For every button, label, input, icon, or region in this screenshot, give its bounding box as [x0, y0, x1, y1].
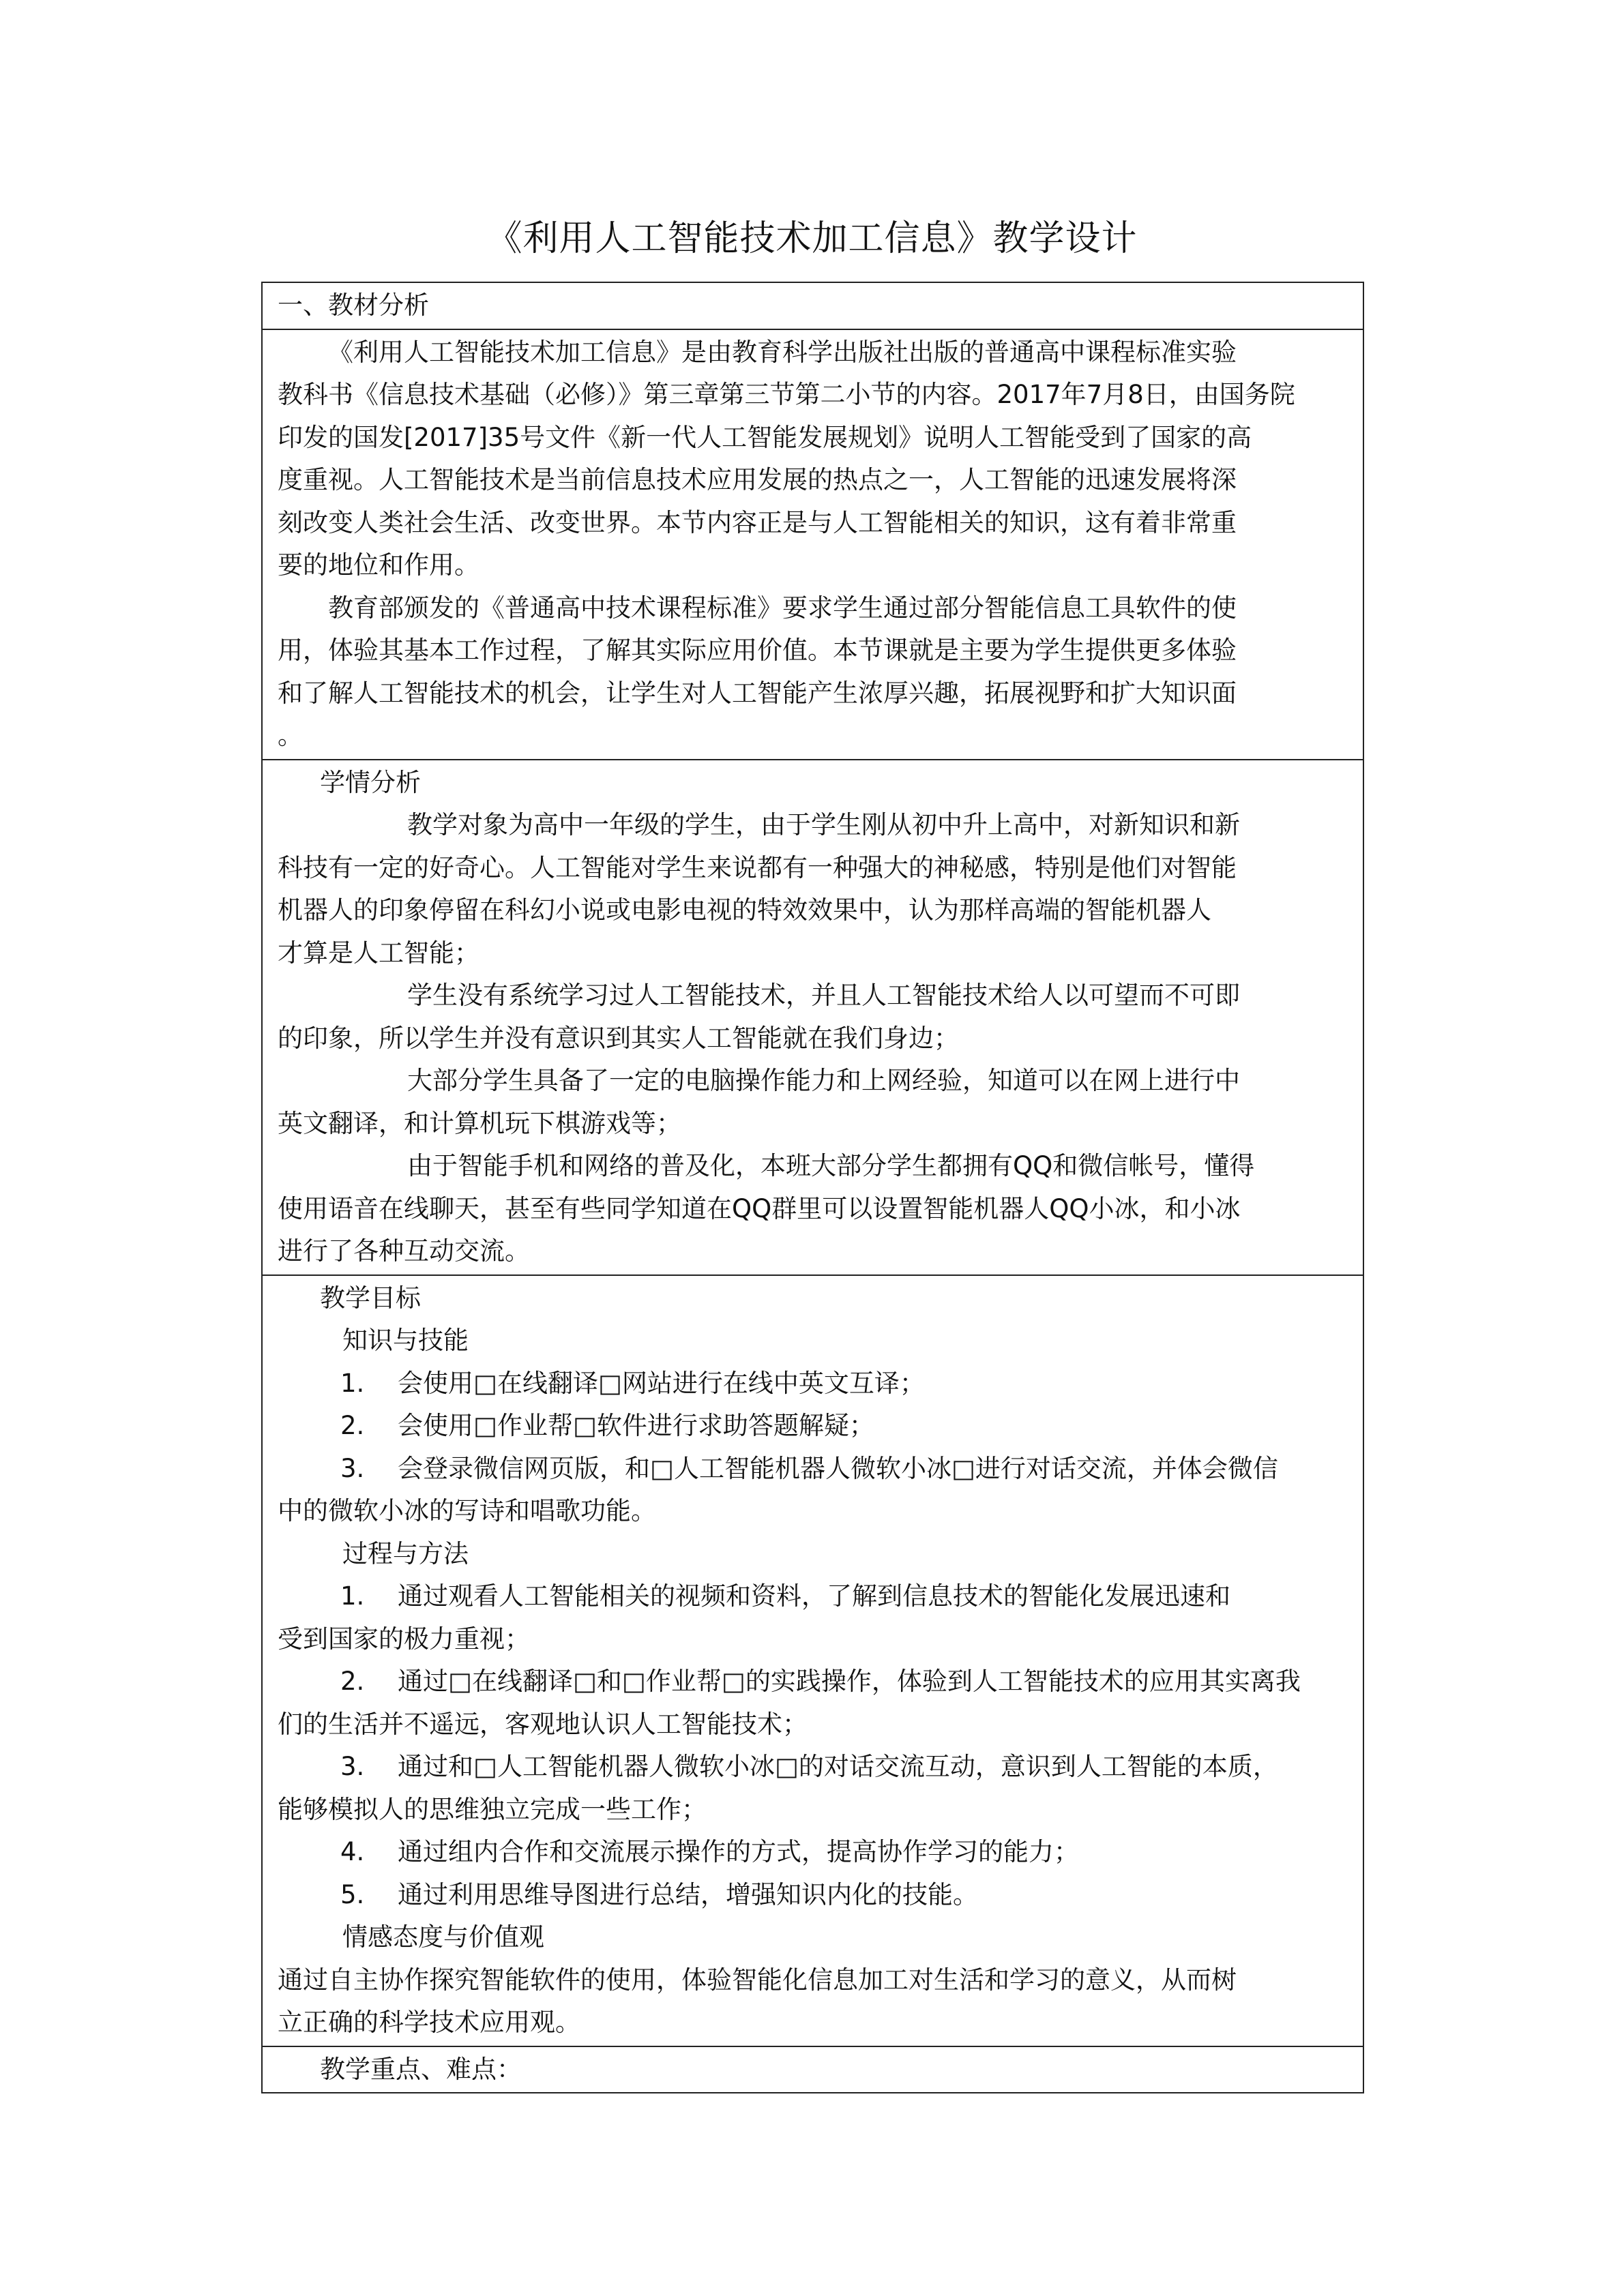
- paragraph-line: 机器人的印象停留在科幻小说或电影电视的特效效果中，认为那样高端的智能机器人: [278, 895, 1211, 925]
- list-number: 2.: [340, 1667, 365, 1696]
- paragraph-line: 大部分学生具备了一定的电脑操作能力和上网经验，知道可以在网上进行中: [407, 1066, 1240, 1095]
- paragraph-line: 科技有一定的好奇心。人工智能对学生来说都有一种强大的神秘感，特别是他们对智能: [278, 852, 1237, 882]
- paragraph-line: 要的地位和作用。: [278, 550, 479, 580]
- list-text: 通过利用思维导图进行总结，增强知识内化的技能。: [398, 1879, 978, 1909]
- list-number: 4.: [340, 1837, 365, 1866]
- subheading-knowledge-skills: 知识与技能: [342, 1326, 469, 1355]
- paragraph-line: 教育部颁发的《普通高中技术课程标准》要求学生通过部分智能信息工具软件的使: [328, 593, 1237, 623]
- section-student-analysis-row: [262, 760, 1363, 1275]
- paragraph-line: 才算是人工智能；: [278, 938, 479, 968]
- subheading-attitude-values: 情感态度与价值观: [342, 1922, 544, 1952]
- paragraph-line: 通过自主协作探究智能软件的使用，体验智能化信息加工对生活和学习的意义，从而树: [278, 1965, 1237, 1995]
- list-item: [278, 1362, 1348, 1405]
- section-heading-textbook-analysis: 一、教材分析: [278, 290, 429, 320]
- list-number: 1.: [340, 1581, 365, 1611]
- list-number: 2.: [340, 1411, 365, 1440]
- list-text: 会登录微信网页版，和□人工智能机器人微软小冰□进行对话交流，并体会微信: [398, 1453, 1278, 1483]
- section-heading-key-points: 教学重点、难点：: [320, 2054, 522, 2084]
- section-key-points-row: [262, 2046, 1363, 2093]
- list-text-continued: 受到国家的极力重视；: [278, 1624, 530, 1654]
- paragraph-line: 印发的国发[2017]35号文件《新一代人工智能发展规划》说明人工智能受到了国家的高: [278, 422, 1252, 452]
- list-text: 通过组内合作和交流展示操作的方式，提高协作学习的能力；: [398, 1837, 1079, 1866]
- section-textbook-analysis-row: [262, 329, 1363, 760]
- paragraph-line: 由于智能手机和网络的普及化，本班大部分学生都拥有QQ和微信帐号，懂得: [407, 1151, 1255, 1180]
- list-text: 会使用□在线翻译□网站进行在线中英文互译；: [398, 1368, 925, 1398]
- list-text-continued: 们的生活并不遥远，客观地认识人工智能技术；: [278, 1709, 808, 1739]
- list-item: [278, 1660, 1348, 1703]
- list-text: 通过观看人工智能相关的视频和资料，了解到信息技术的智能化发展迅速和: [398, 1581, 1230, 1611]
- paragraph-line: 的印象，所以学生并没有意识到其实人工智能就在我们身边；: [278, 1023, 959, 1053]
- list-text: 通过和□人工智能机器人微软小冰□的对话交流互动，意识到人工智能的本质，: [398, 1752, 1278, 1781]
- list-text: 会使用□作业帮□软件进行求助答题解疑；: [398, 1411, 874, 1440]
- list-text-continued: 中的微软小冰的写诗和唱歌功能。: [278, 1496, 656, 1525]
- section-textbook-analysis-heading-row: [262, 282, 1363, 329]
- list-number: 1.: [340, 1368, 365, 1398]
- list-number: 5.: [340, 1879, 365, 1909]
- paragraph-line: 《利用人工智能技术加工信息》是由教育科学出版社出版的普通高中课程标准实验: [328, 337, 1237, 367]
- list-item: [278, 1874, 1348, 1917]
- section-heading-teaching-goals: 教学目标: [320, 1283, 421, 1313]
- list-item: [278, 1405, 1348, 1448]
- paragraph-line: 立正确的科学技术应用观。: [278, 2008, 580, 2037]
- paragraph-line: 英文翻译，和计算机玩下棋游戏等；: [278, 1108, 681, 1138]
- paragraph-line: 教科书《信息技术基础（必修）》第三章第三节第二小节的内容。2017年7月8日，由国务院: [278, 380, 1295, 409]
- paragraph-line: 使用语音在线聊天，甚至有些同学知道在QQ群里可以设置智能机器人QQ小冰，和小冰: [278, 1193, 1241, 1223]
- paragraph-line: 学生没有系统学习过人工智能技术，并且人工智能技术给人以可望而不可即: [407, 981, 1240, 1010]
- paragraph-line: 进行了各种互动交流。: [278, 1236, 530, 1266]
- list-number: 3.: [340, 1453, 365, 1483]
- list-item: [278, 1831, 1348, 1874]
- paragraph-line: 和了解人工智能技术的机会，让学生对人工智能产生浓厚兴趣，拓展视野和扩大知识面: [278, 678, 1237, 708]
- list-item: [278, 1448, 1348, 1491]
- paragraph-line: 度重视。人工智能技术是当前信息技术应用发展的热点之一，人工智能的迅速发展将深: [278, 465, 1237, 494]
- subheading-process-method: 过程与方法: [342, 1538, 469, 1568]
- list-number: 3.: [340, 1752, 365, 1781]
- paragraph-line: 刻改变人类社会生活、改变世界。本节内容正是与人工智能相关的知识，这有着非常重: [278, 507, 1237, 537]
- list-text-continued: 能够模拟人的思维独立完成一些工作；: [278, 1794, 707, 1824]
- section-teaching-goals-row: [262, 1275, 1363, 2046]
- list-text: 通过□在线翻译□和□作业帮□的实践操作，体验到人工智能技术的应用其实离我: [398, 1667, 1301, 1696]
- section-heading-student-analysis: 学情分析: [320, 767, 421, 797]
- paragraph-line: 。: [278, 721, 303, 750]
- lesson-plan-table: [261, 282, 1364, 2093]
- list-item: [278, 1746, 1348, 1789]
- paragraph-line: 教学对象为高中一年级的学生，由于学生刚从初中升上高中，对新知识和新: [407, 810, 1240, 839]
- paragraph-line: 用，体验其基本工作过程，了解其实际应用价值。本节课就是主要为学生提供更多体验: [278, 636, 1237, 665]
- list-item: [278, 1575, 1348, 1618]
- document-title: 《利用人工智能技术加工信息》教学设计: [486, 218, 1138, 259]
